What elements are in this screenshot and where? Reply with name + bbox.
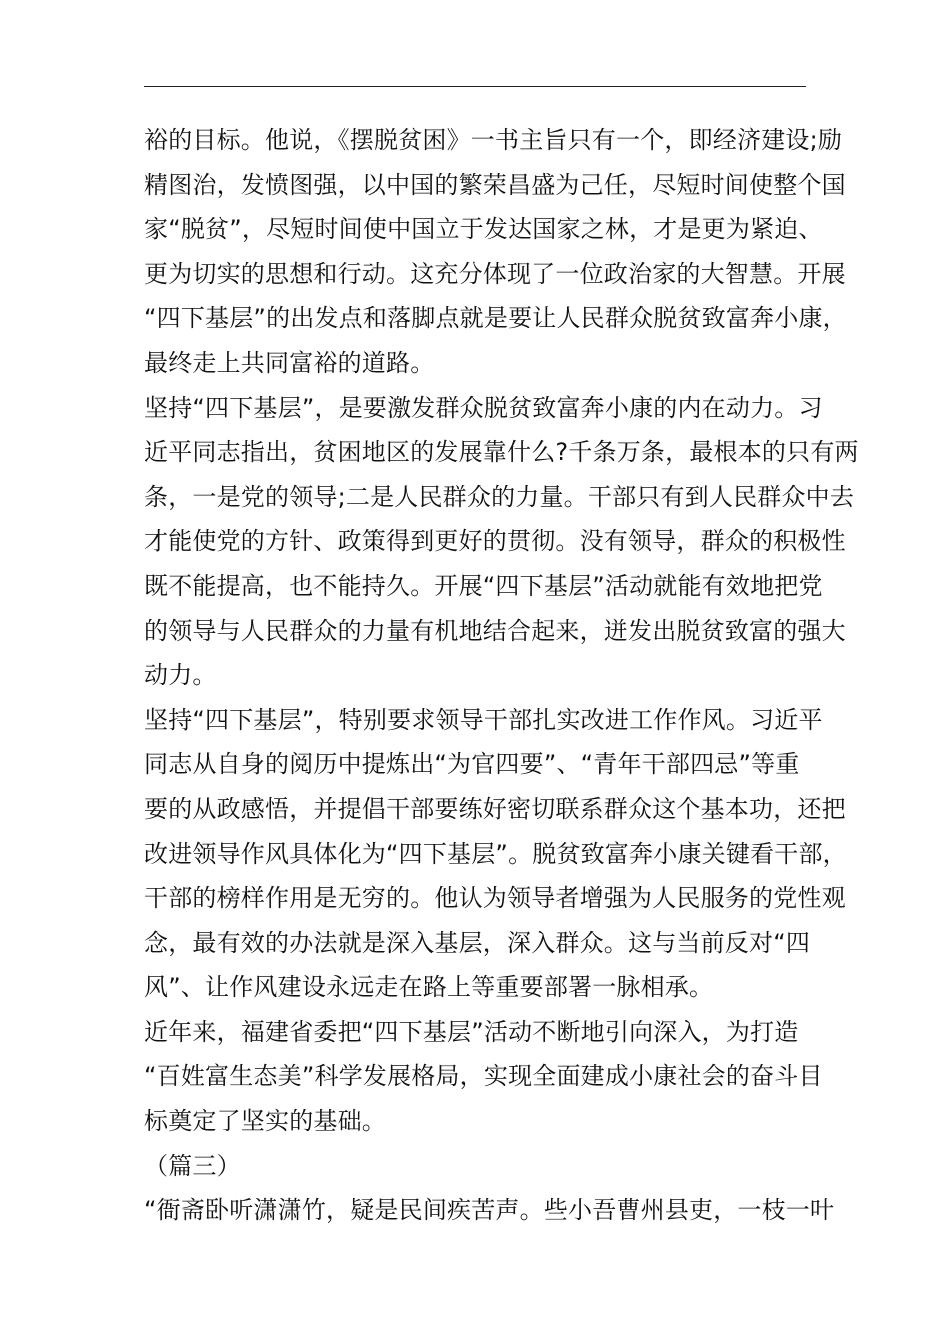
text-line: “四下基层”的出发点和落脚点就是要让人民群众脱贫致富奔小康， bbox=[144, 304, 847, 333]
text-line: 才能使党的方针、政策得到更好的贯彻。没有领导，群众的积极性 bbox=[144, 527, 846, 556]
text-line: “衙斋卧听潇潇竹，疑是民间疾苦声。些小吾曹州县吏，一枝一叶 bbox=[144, 1196, 835, 1225]
text-line: 近平同志指出，贫困地区的发展靠什么?千条万条，最根本的只有两 bbox=[144, 438, 859, 467]
text-line: 风”、让作风建设永远走在路上等重要部署一脉相承。 bbox=[144, 973, 714, 1002]
text-line: 最终走上共同富裕的道路。 bbox=[144, 348, 435, 377]
text-line: 近年来，福建省委把“四下基层”活动不断地引向深入，为打造 bbox=[144, 1017, 799, 1046]
text-line: 改进领导作风具体化为“四下基层”。脱贫致富奔小康关键看干部， bbox=[144, 839, 847, 868]
body-text bbox=[144, 118, 859, 1233]
text-line: 念，最有效的办法就是深入基层，深入群众。这与当前反对“四 bbox=[144, 928, 811, 957]
text-line: 坚持“四下基层”，是要激发群众脱贫致富奔小康的内在动力。习 bbox=[144, 393, 823, 422]
text-line: 标奠定了坚实的基础。 bbox=[144, 1107, 386, 1136]
text-line: 要的从政感悟，并提倡干部要练好密切联系群众这个基本功，还把 bbox=[144, 794, 846, 823]
text-line: 条，一是党的领导;二是人民群众的力量。干部只有到人民群众中去 bbox=[144, 482, 855, 511]
text-line: 动力。 bbox=[144, 661, 217, 690]
text-line: 坚持“四下基层”，特别要求领导干部扎实改进工作作风。习近平 bbox=[144, 705, 823, 734]
text-line: 更为切实的思想和行动。这充分体现了一位政治家的大智慧。开展 bbox=[144, 259, 846, 288]
text-line: “百姓富生态美”科学发展格局，实现全面建成小康社会的奋斗目 bbox=[144, 1062, 823, 1091]
text-line: 既不能提高，也不能持久。开展“四下基层”活动就能有效地把党 bbox=[144, 571, 823, 600]
text-line: 同志从自身的阅历中提炼出“为官四要”、“青年干部四忌”等重 bbox=[144, 750, 800, 779]
text-line: 裕的目标。他说，《摆脱贫困》一书主旨只有一个，即经济建设;励 bbox=[144, 126, 843, 154]
text-line: 的领导与人民群众的力量有机地结合起来，迸发出脱贫致富的强大 bbox=[144, 616, 846, 645]
header-rule bbox=[144, 86, 806, 87]
text-line: 家“脱贫”，尽短时间使中国立于发达国家之林，才是更为紧迫、 bbox=[144, 215, 823, 244]
text-line: 干部的榜样作用是无穷的。他认为领导者增强为人民服务的党性观 bbox=[144, 884, 846, 913]
text-line: 精图治，发愤图强，以中国的繁荣昌盛为己任，尽短时间使整个国 bbox=[144, 170, 846, 199]
section-heading: （篇三） bbox=[144, 1151, 241, 1180]
